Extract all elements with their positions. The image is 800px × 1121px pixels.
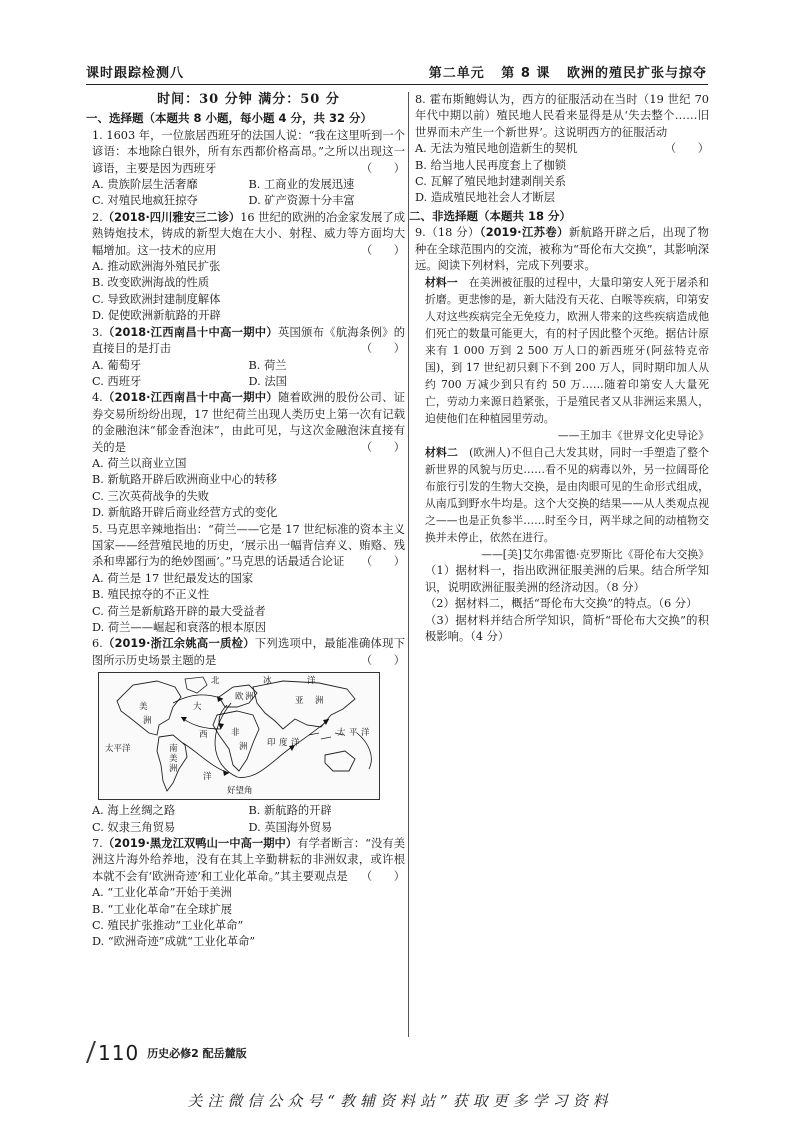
question-6-source: （2019·浙江余姚高一质检）: [102, 637, 255, 651]
question-2-source: （2018·四川雅安三二诊）: [102, 210, 241, 224]
map-label-asia-1: 亚: [295, 696, 304, 707]
question-3-options-row2: [92, 374, 405, 390]
material-2-citation: ——[美]艾尔弗雷德·克罗斯比《哥伦布大交换》: [481, 548, 709, 562]
route-south-america: [183, 743, 229, 773]
map-label-pacific-left: 太平洋: [105, 744, 131, 755]
map-label-europe-2: 洲: [245, 692, 254, 703]
answer-bracket[interactable]: （ ）: [360, 342, 405, 356]
question-7-source: （2019·黑龙江双鸭山一中高一期中）: [102, 837, 298, 851]
option-c[interactable]: C. 荷兰是新航路开辟的最大受益者: [92, 604, 266, 618]
map-label-namerica-1: 美: [139, 702, 148, 713]
map-label-north: 北: [211, 676, 220, 687]
time-score-info: 时间：30 分钟 满分：50 分: [157, 92, 340, 107]
question-4-number: 4.: [92, 391, 103, 405]
route-pacific: [357, 733, 371, 769]
arrowhead: [223, 770, 229, 776]
option-a[interactable]: A. “工业化革命”开始于美洲: [92, 886, 232, 900]
arrowhead: [217, 696, 223, 702]
material-2: [415, 444, 709, 546]
option-d[interactable]: D. “欧洲奇迹”成就“工业化革命”: [92, 935, 256, 949]
book-title: 历史必修2 配岳麓版: [147, 1047, 247, 1060]
column-divider: [408, 92, 409, 1037]
map-label-indian-2: 度: [279, 738, 288, 749]
option-b[interactable]: B. 改变欧洲海战的性质: [92, 276, 210, 290]
answer-bracket[interactable]: （ ）: [360, 161, 405, 175]
arrowhead: [181, 717, 187, 722]
answer-bracket[interactable]: （ ）: [360, 869, 405, 883]
question-5-stem: 5. 马克思辛辣地指出：“荷兰——它是 17 世纪标准的资本主义国家——经营殖民地的历史，‘展示出一幅背信弃义、贿赂、残杀和卑鄙行为的绝妙图画’。”马克思的话最适合论证: [92, 522, 405, 569]
left-column: [86, 92, 406, 951]
option-d[interactable]: D. 新航路开辟后商业经营方式的变化: [92, 506, 278, 520]
map-label-samerica-3: 洲: [169, 764, 178, 775]
question-6-options: [92, 803, 405, 819]
option-b[interactable]: B. 殖民掠夺的不正义性: [92, 588, 210, 602]
question-4: [92, 390, 405, 456]
question-2-stem: 16 世纪的欧洲的冶金家发展了成熟铸炮技术，铸成的新型大炮在大小、射程、威力等方面均大幅增加。这一技术的应用: [92, 210, 406, 257]
question-6-number: 6.: [92, 637, 103, 651]
option-b[interactable]: B. “工业化革命”在全球扩展: [92, 902, 233, 916]
option-b[interactable]: B. 新航路的开辟: [248, 804, 332, 818]
map-label-indian-3: 洋: [291, 738, 300, 749]
option-d[interactable]: D. 英国海外贸易: [248, 820, 333, 834]
answer-bracket[interactable]: （ ）: [360, 555, 405, 569]
question-8-stem: 8. 霍布斯鲍姆认为，西方的征服活动在当时（19 世纪 70 年代中期以前）殖民地人民看来显得是从‘失去整个……旧世界而未产生一个新世界’。这说明西方的征服活动: [415, 93, 709, 139]
option-b[interactable]: B. 荷兰: [248, 358, 287, 372]
question-3-options: [92, 358, 405, 374]
question-9-stem: 新航路开辟之后，出现了物种在全球范围内的交流，被称为“哥伦布大交换”，其影响深远。阅读下列材料，完成下列要求。: [415, 226, 709, 273]
question-1-options-row2: [92, 193, 405, 209]
question-1: [92, 128, 405, 177]
option-a[interactable]: A. 海上丝绸之路: [92, 804, 176, 818]
arrowhead: [218, 723, 224, 729]
header-rule: [86, 84, 708, 85]
question-6-stem: 下列选项中，最能准确体现下图所示历史场景主题的是: [92, 637, 405, 667]
world-trade-map: [98, 672, 380, 800]
option-b[interactable]: B. 工商业的发展迅速: [248, 178, 355, 192]
map-label-africa-2: 洲: [239, 742, 248, 753]
question-7-stem: 有学者断言：“没有美洲这片海外给养地，没有在其上辛勤耕耘的非洲奴隶，或许根本就不会有‘欧洲奇迹’和工业化革命。”其主要观点是: [92, 837, 405, 883]
option-a[interactable]: A. 荷兰是 17 世纪最发达的国家: [92, 571, 254, 585]
page-number: 110: [98, 1041, 140, 1065]
answer-bracket[interactable]: （ ）: [360, 653, 405, 667]
australia-shape: [325, 751, 355, 771]
question-9-source: （2019·江苏卷）: [479, 226, 569, 240]
option-a[interactable]: A. 葡萄牙: [92, 358, 142, 372]
question-2-number: 2.: [92, 210, 103, 224]
answer-bracket[interactable]: （ ）: [360, 243, 405, 257]
option-b[interactable]: B. 给当地人民再度套上了枷锁: [415, 158, 567, 172]
header-right-title: 第二单元 第 8 课 欧洲的殖民扩张与掠夺: [428, 66, 707, 81]
option-c[interactable]: C. 殖民扩张推动“工业化革命”: [92, 919, 244, 933]
question-6: [92, 636, 405, 669]
north-america-shape: [117, 681, 181, 735]
section-nonchoice-heading: 二、非选择题（本题共 18 分）: [409, 208, 572, 223]
map-label-samerica-2: 美: [169, 754, 178, 765]
question-3: [92, 325, 405, 358]
map-label-atlantic-3: 洋: [203, 772, 212, 783]
map-label-pacific-right-2: 平: [349, 728, 358, 739]
question-3-source: （2018·江西南昌十中高一期中）: [102, 325, 278, 339]
option-d[interactable]: D. 造成殖民地社会人才断层: [415, 191, 556, 205]
option-c[interactable]: C. 对殖民地疯狂掠夺: [92, 194, 198, 208]
map-label-atlantic-2: 西: [199, 730, 208, 741]
question-9: [415, 225, 709, 274]
section-choice-heading: 一、选择题（本题共 8 小题，每小题 4 分，共 32 分）: [86, 111, 373, 126]
sub-question-3: （3）据材料并结合所学知识，简析“哥伦布大交换”的积极影响。（4 分）: [425, 613, 709, 644]
greenland-shape: [185, 677, 207, 693]
map-label-pacific-right-1: 太: [337, 728, 346, 739]
question-5: [92, 522, 405, 571]
option-d[interactable]: D. 矿产资源十分丰富: [248, 194, 355, 208]
option-a[interactable]: A. 贵族阶层生活奢靡: [92, 178, 198, 192]
question-3-number: 3.: [92, 325, 103, 339]
map-label-ice: 冰: [263, 676, 272, 687]
option-b[interactable]: B. 新航路开辟后欧洲商业中心的转移: [92, 473, 277, 487]
material-1-label: 材料一: [425, 276, 458, 290]
question-9-number: 9.: [415, 226, 426, 240]
map-label-samerica-1: 南: [169, 744, 178, 755]
map-label-europe-1: 欧: [235, 692, 244, 703]
question-7-number: 7.: [92, 837, 103, 851]
option-c[interactable]: C. 三次英荷战争的失败: [92, 489, 210, 503]
option-c[interactable]: C. 瓦解了殖民地封建剥削关系: [415, 175, 566, 189]
question-4-stem: 随着欧洲的股份公司、证券交易所纷纷出现，17 世纪荷兰出现人类历史上第一次有记载的金融泡沫“郁金香泡沫”，由此可见，与这次金融泡沫直接有关的是: [92, 391, 405, 454]
option-d[interactable]: D. 促使欧洲新航路的开辟: [92, 309, 221, 323]
right-column: [409, 92, 710, 646]
question-1-stem: 1. 1603 年，一位旅居西班牙的法国人说：“我在这里听到一个谚语：本地除白银外，所有东西都价格高昂。”之所以出现这一谚语，主要是因为西班牙: [92, 128, 405, 175]
question-7: [92, 836, 405, 885]
question-1-options: [92, 177, 405, 193]
page-footer: [90, 1041, 247, 1063]
option-a[interactable]: A. 推动欧洲海外殖民扩张: [92, 260, 221, 274]
option-a[interactable]: A. 荷兰以商业立国: [92, 456, 187, 470]
option-a[interactable]: A. 无法为殖民地创造新生的契机: [415, 142, 578, 156]
answer-bracket[interactable]: （ ）: [664, 142, 709, 156]
map-label-africa-1: 非: [231, 728, 240, 739]
question-6-options-row2: [92, 820, 405, 836]
asia-shape: [253, 681, 355, 729]
material-1: [415, 274, 709, 427]
option-d[interactable]: D. 荷兰——崛起和衰落的根本原因: [92, 621, 266, 634]
question-9-score: （18 分）: [425, 226, 480, 240]
map-label-cape: 好望角: [227, 786, 253, 797]
map-label-indian-1: 印: [267, 738, 276, 749]
question-2: [92, 210, 405, 259]
sub-question-1: （1）据材料一，指出欧洲征服美洲的后果。结合所学知识，说明欧洲征服美洲的经济动因。（8 分）: [425, 564, 709, 594]
material-1-citation: ——王加丰《世界文化史导论》: [557, 429, 709, 443]
map-label-ocean: 洋: [307, 676, 316, 687]
header-left-title: 课时跟踪检测八: [86, 66, 185, 81]
map-label-asia-2: 洲: [315, 696, 324, 707]
question-3-stem: 英国颁布《航海条例》的直接目的是打击: [92, 325, 405, 356]
material-1-text: 在美洲被征服的过程中，大量印第安人死于屠杀和折磨。更悲惨的是，新大陆没有天花、白喉等疾病，印第安人对这些疾病完全无免疫力，欧洲人带来的这些疾病造成他们死亡的数量可能更大，有的村子因此整个灭绝。据估计原来有 1 000 万到 2 500 万人口的新西班牙(阿兹特克帝国)，到 17 世纪初只剩下不到 200 万人，同时期印加人从约 700 万减少到只有约 50 万……随着印第安人大量死亡，劳动力来源日趋紧张，于是殖民者又从非洲运来黑人，迫使他们在种植园里劳动。: [425, 276, 710, 426]
watermark-text: 关注微信公众号“教辅资料站”获取更多学习资料: [187, 1092, 613, 1110]
material-2-text: (欧洲人)不但自己大发其财，同时一手塑造了整个新世界的风貌与历史……看不见的病毒以外，另一拉阔哥伦布旅行引发的生物大交换，是由肉眼可见的生命形式组成，从南瓜到野水牛均是。这个大交换的结果——从人类观点视之——也是正负参半……时至今日，两半球之间的动植物交换并未停止，依然在进行。: [425, 446, 709, 545]
sub-question-2: （2）据材料二，概括“哥伦布大交换”的特点。（6 分）: [425, 597, 698, 611]
option-d[interactable]: D. 法国: [248, 374, 287, 388]
question-4-source: （2018·江西南昌十中高一期中）: [102, 391, 278, 405]
material-2-label: 材料二: [425, 446, 459, 460]
answer-bracket[interactable]: （ ）: [360, 440, 405, 454]
option-c[interactable]: C. 导致欧洲封建制度解体: [92, 292, 221, 306]
option-c[interactable]: C. 西班牙: [92, 374, 142, 388]
footer-slash-mark: [86, 1041, 96, 1063]
map-label-pacific-right-3: 洋: [361, 728, 370, 739]
map-label-atlantic-1: 大: [193, 702, 202, 713]
option-c[interactable]: C. 奴隶三角贸易: [92, 820, 176, 834]
map-label-namerica-2: 洲: [143, 716, 152, 727]
